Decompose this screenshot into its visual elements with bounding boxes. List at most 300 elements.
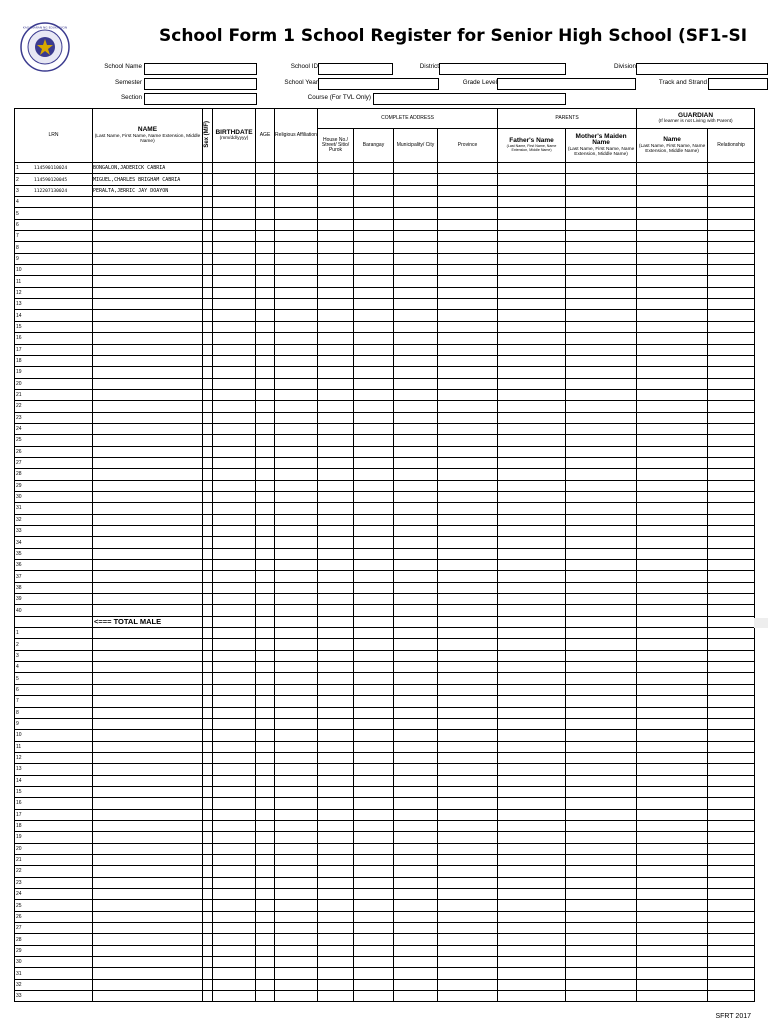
data-cell[interactable] (203, 560, 213, 571)
data-cell[interactable] (213, 889, 256, 900)
data-cell[interactable] (213, 265, 256, 276)
track-strand-field[interactable] (708, 78, 768, 90)
data-cell[interactable] (213, 786, 256, 797)
data-cell[interactable] (318, 820, 354, 831)
data-cell[interactable] (394, 197, 438, 208)
data-cell[interactable] (275, 662, 318, 673)
data-cell[interactable] (566, 197, 637, 208)
data-cell[interactable] (394, 389, 438, 400)
data-cell[interactable] (708, 253, 755, 264)
data-cell[interactable] (275, 378, 318, 389)
data-cell[interactable] (275, 491, 318, 502)
data-cell[interactable] (438, 446, 498, 457)
data-cell[interactable] (275, 333, 318, 344)
data-cell[interactable] (566, 718, 637, 729)
data-cell[interactable] (708, 923, 755, 934)
data-cell[interactable] (213, 662, 256, 673)
data-cell[interactable] (275, 877, 318, 888)
data-cell[interactable] (354, 820, 394, 831)
data-cell[interactable] (275, 900, 318, 911)
data-cell[interactable] (203, 889, 213, 900)
data-cell[interactable] (213, 378, 256, 389)
data-cell[interactable] (318, 968, 354, 979)
data-cell[interactable] (213, 537, 256, 548)
data-cell[interactable] (637, 934, 708, 945)
district-field[interactable] (439, 63, 566, 75)
lrn-cell[interactable] (15, 537, 93, 548)
data-cell[interactable] (498, 355, 566, 366)
data-cell[interactable] (637, 854, 708, 865)
data-cell[interactable] (213, 310, 256, 321)
data-cell[interactable] (203, 571, 213, 582)
data-cell[interactable] (256, 843, 275, 854)
data-cell[interactable] (637, 185, 708, 196)
data-cell[interactable] (566, 355, 637, 366)
data-cell[interactable] (637, 741, 708, 752)
data-cell[interactable] (275, 820, 318, 831)
data-cell[interactable] (708, 423, 755, 434)
lrn-cell[interactable] (15, 911, 93, 922)
data-cell[interactable] (438, 412, 498, 423)
name-cell[interactable]: BONGALON,JADERICK CABRIA (93, 163, 203, 174)
data-cell[interactable] (318, 287, 354, 298)
data-cell[interactable] (318, 276, 354, 287)
data-cell[interactable] (275, 945, 318, 956)
data-cell[interactable] (637, 457, 708, 468)
data-cell[interactable] (318, 696, 354, 707)
lrn-cell[interactable] (15, 435, 93, 446)
data-cell[interactable] (213, 594, 256, 605)
data-cell[interactable] (354, 798, 394, 809)
data-cell[interactable] (275, 991, 318, 1002)
data-cell[interactable] (354, 378, 394, 389)
data-cell[interactable] (498, 310, 566, 321)
data-cell[interactable] (213, 979, 256, 990)
data-cell[interactable] (318, 560, 354, 571)
data-cell[interactable] (438, 696, 498, 707)
data-cell[interactable] (637, 503, 708, 514)
data-cell[interactable] (354, 253, 394, 264)
data-cell[interactable] (637, 333, 708, 344)
data-cell[interactable] (318, 764, 354, 775)
data-cell[interactable] (354, 968, 394, 979)
name-cell[interactable] (93, 820, 203, 831)
data-cell[interactable] (708, 514, 755, 525)
data-cell[interactable] (203, 650, 213, 661)
data-cell[interactable] (708, 389, 755, 400)
data-cell[interactable] (394, 571, 438, 582)
data-cell[interactable] (213, 991, 256, 1002)
data-cell[interactable] (438, 265, 498, 276)
data-cell[interactable] (203, 775, 213, 786)
data-cell[interactable] (566, 923, 637, 934)
data-cell[interactable] (203, 423, 213, 434)
data-cell[interactable] (498, 923, 566, 934)
data-cell[interactable] (318, 594, 354, 605)
data-cell[interactable] (637, 367, 708, 378)
data-cell[interactable] (256, 662, 275, 673)
data-cell[interactable] (438, 957, 498, 968)
data-cell[interactable] (708, 752, 755, 763)
data-cell[interactable] (394, 957, 438, 968)
data-cell[interactable] (708, 526, 755, 537)
data-cell[interactable] (354, 197, 394, 208)
data-cell[interactable] (275, 696, 318, 707)
data-cell[interactable] (203, 219, 213, 230)
data-cell[interactable] (708, 696, 755, 707)
data-cell[interactable] (256, 979, 275, 990)
data-cell[interactable] (203, 832, 213, 843)
data-cell[interactable] (394, 673, 438, 684)
data-cell[interactable] (318, 355, 354, 366)
data-cell[interactable] (394, 820, 438, 831)
data-cell[interactable] (318, 707, 354, 718)
data-cell[interactable] (438, 163, 498, 174)
data-cell[interactable] (275, 355, 318, 366)
name-cell[interactable] (93, 355, 203, 366)
data-cell[interactable] (498, 594, 566, 605)
data-cell[interactable] (256, 514, 275, 525)
data-cell[interactable] (203, 253, 213, 264)
data-cell[interactable] (498, 809, 566, 820)
data-cell[interactable] (275, 832, 318, 843)
data-cell[interactable] (318, 718, 354, 729)
data-cell[interactable] (566, 650, 637, 661)
lrn-cell[interactable] (15, 820, 93, 831)
lrn-cell[interactable] (15, 639, 93, 650)
data-cell[interactable] (566, 208, 637, 219)
data-cell[interactable] (566, 503, 637, 514)
data-cell[interactable] (213, 650, 256, 661)
data-cell[interactable] (438, 820, 498, 831)
data-cell[interactable] (708, 979, 755, 990)
data-cell[interactable] (708, 355, 755, 366)
data-cell[interactable] (354, 265, 394, 276)
data-cell[interactable] (566, 979, 637, 990)
data-cell[interactable] (498, 991, 566, 1002)
lrn-cell[interactable] (15, 673, 93, 684)
data-cell[interactable] (637, 548, 708, 559)
lrn-cell[interactable] (15, 389, 93, 400)
division-field[interactable] (636, 63, 768, 75)
name-cell[interactable] (93, 582, 203, 593)
data-cell[interactable] (256, 764, 275, 775)
data-cell[interactable] (318, 197, 354, 208)
course-field[interactable] (373, 93, 566, 105)
data-cell[interactable] (566, 299, 637, 310)
data-cell[interactable] (203, 923, 213, 934)
data-cell[interactable] (318, 491, 354, 502)
data-cell[interactable] (213, 503, 256, 514)
data-cell[interactable] (213, 401, 256, 412)
data-cell[interactable] (203, 548, 213, 559)
data-cell[interactable] (708, 344, 755, 355)
data-cell[interactable] (708, 764, 755, 775)
data-cell[interactable] (566, 389, 637, 400)
data-cell[interactable] (637, 571, 708, 582)
data-cell[interactable] (498, 208, 566, 219)
data-cell[interactable] (498, 401, 566, 412)
data-cell[interactable] (637, 514, 708, 525)
data-cell[interactable] (203, 389, 213, 400)
data-cell[interactable] (708, 820, 755, 831)
data-cell[interactable] (318, 378, 354, 389)
data-cell[interactable] (275, 786, 318, 797)
data-cell[interactable] (256, 423, 275, 434)
data-cell[interactable] (438, 242, 498, 253)
data-cell[interactable] (394, 526, 438, 537)
data-cell[interactable] (566, 945, 637, 956)
data-cell[interactable] (438, 514, 498, 525)
data-cell[interactable] (566, 480, 637, 491)
data-cell[interactable] (318, 514, 354, 525)
name-cell[interactable] (93, 276, 203, 287)
data-cell[interactable] (203, 945, 213, 956)
data-cell[interactable] (637, 287, 708, 298)
data-cell[interactable] (637, 480, 708, 491)
data-cell[interactable] (566, 752, 637, 763)
data-cell[interactable] (708, 219, 755, 230)
data-cell[interactable] (275, 639, 318, 650)
data-cell[interactable] (318, 889, 354, 900)
data-cell[interactable] (708, 174, 755, 185)
name-cell[interactable] (93, 197, 203, 208)
data-cell[interactable] (213, 582, 256, 593)
lrn-cell[interactable] (15, 310, 93, 321)
data-cell[interactable] (637, 628, 708, 639)
data-cell[interactable] (498, 560, 566, 571)
data-cell[interactable] (203, 457, 213, 468)
data-cell[interactable] (213, 957, 256, 968)
name-cell[interactable] (93, 696, 203, 707)
data-cell[interactable] (637, 707, 708, 718)
name-cell[interactable] (93, 628, 203, 639)
name-cell[interactable] (93, 446, 203, 457)
data-cell[interactable] (438, 854, 498, 865)
data-cell[interactable] (318, 934, 354, 945)
data-cell[interactable] (256, 389, 275, 400)
data-cell[interactable] (438, 355, 498, 366)
data-cell[interactable] (318, 526, 354, 537)
data-cell[interactable] (498, 174, 566, 185)
data-cell[interactable] (318, 650, 354, 661)
data-cell[interactable] (566, 526, 637, 537)
data-cell[interactable] (256, 650, 275, 661)
data-cell[interactable] (203, 594, 213, 605)
data-cell[interactable] (275, 605, 318, 616)
data-cell[interactable] (438, 367, 498, 378)
data-cell[interactable] (354, 889, 394, 900)
data-cell[interactable] (318, 389, 354, 400)
data-cell[interactable] (256, 605, 275, 616)
data-cell[interactable] (318, 435, 354, 446)
data-cell[interactable] (708, 548, 755, 559)
data-cell[interactable] (637, 435, 708, 446)
data-cell[interactable] (256, 253, 275, 264)
data-cell[interactable] (708, 299, 755, 310)
lrn-cell[interactable] (15, 276, 93, 287)
lrn-cell[interactable] (15, 696, 93, 707)
data-cell[interactable] (637, 265, 708, 276)
data-cell[interactable] (354, 628, 394, 639)
data-cell[interactable] (275, 276, 318, 287)
data-cell[interactable] (318, 854, 354, 865)
data-cell[interactable] (256, 219, 275, 230)
data-cell[interactable] (708, 730, 755, 741)
data-cell[interactable] (256, 287, 275, 298)
data-cell[interactable] (256, 707, 275, 718)
data-cell[interactable] (275, 185, 318, 196)
data-cell[interactable] (203, 639, 213, 650)
data-cell[interactable] (203, 333, 213, 344)
data-cell[interactable] (637, 900, 708, 911)
data-cell[interactable] (438, 673, 498, 684)
data-cell[interactable] (566, 446, 637, 457)
data-cell[interactable] (256, 991, 275, 1002)
data-cell[interactable] (203, 197, 213, 208)
data-cell[interactable] (394, 174, 438, 185)
lrn-cell[interactable] (15, 707, 93, 718)
data-cell[interactable] (275, 889, 318, 900)
school-name-field[interactable] (144, 63, 257, 75)
data-cell[interactable] (354, 594, 394, 605)
data-cell[interactable] (256, 491, 275, 502)
lrn-cell[interactable] (15, 809, 93, 820)
data-cell[interactable] (438, 276, 498, 287)
data-cell[interactable] (256, 276, 275, 287)
data-cell[interactable] (708, 809, 755, 820)
data-cell[interactable] (566, 367, 637, 378)
data-cell[interactable] (394, 945, 438, 956)
data-cell[interactable] (438, 889, 498, 900)
data-cell[interactable] (498, 253, 566, 264)
data-cell[interactable] (275, 594, 318, 605)
data-cell[interactable] (566, 185, 637, 196)
data-cell[interactable] (354, 310, 394, 321)
data-cell[interactable] (637, 968, 708, 979)
data-cell[interactable] (213, 945, 256, 956)
data-cell[interactable] (438, 423, 498, 434)
data-cell[interactable] (318, 877, 354, 888)
data-cell[interactable] (213, 798, 256, 809)
lrn-cell[interactable] (15, 582, 93, 593)
data-cell[interactable] (394, 480, 438, 491)
lrn-cell[interactable] (15, 423, 93, 434)
data-cell[interactable] (498, 514, 566, 525)
data-cell[interactable] (354, 457, 394, 468)
data-cell[interactable] (318, 321, 354, 332)
data-cell[interactable] (438, 469, 498, 480)
data-cell[interactable] (394, 548, 438, 559)
data-cell[interactable] (637, 344, 708, 355)
data-cell[interactable] (354, 707, 394, 718)
data-cell[interactable] (203, 242, 213, 253)
data-cell[interactable] (498, 412, 566, 423)
data-cell[interactable] (708, 208, 755, 219)
data-cell[interactable] (213, 809, 256, 820)
data-cell[interactable] (498, 775, 566, 786)
lrn-cell[interactable] (15, 662, 93, 673)
data-cell[interactable] (256, 673, 275, 684)
name-cell[interactable] (93, 378, 203, 389)
data-cell[interactable] (566, 321, 637, 332)
data-cell[interactable] (213, 208, 256, 219)
name-cell[interactable] (93, 401, 203, 412)
data-cell[interactable] (318, 752, 354, 763)
data-cell[interactable] (708, 889, 755, 900)
data-cell[interactable] (394, 650, 438, 661)
data-cell[interactable] (637, 401, 708, 412)
data-cell[interactable] (256, 446, 275, 457)
data-cell[interactable] (566, 775, 637, 786)
data-cell[interactable] (438, 185, 498, 196)
name-cell[interactable] (93, 707, 203, 718)
lrn-cell[interactable] (15, 605, 93, 616)
data-cell[interactable] (354, 945, 394, 956)
data-cell[interactable] (438, 752, 498, 763)
data-cell[interactable] (213, 276, 256, 287)
data-cell[interactable] (354, 503, 394, 514)
data-cell[interactable] (637, 276, 708, 287)
data-cell[interactable] (438, 979, 498, 990)
data-cell[interactable] (394, 355, 438, 366)
data-cell[interactable] (203, 321, 213, 332)
data-cell[interactable] (256, 775, 275, 786)
data-cell[interactable] (354, 832, 394, 843)
data-cell[interactable] (256, 435, 275, 446)
data-cell[interactable] (438, 911, 498, 922)
data-cell[interactable] (203, 662, 213, 673)
data-cell[interactable] (498, 548, 566, 559)
data-cell[interactable] (394, 560, 438, 571)
lrn-cell[interactable] (15, 730, 93, 741)
data-cell[interactable] (256, 594, 275, 605)
name-cell[interactable] (93, 537, 203, 548)
data-cell[interactable] (566, 514, 637, 525)
data-cell[interactable] (438, 491, 498, 502)
lrn-cell[interactable] (15, 786, 93, 797)
data-cell[interactable] (354, 605, 394, 616)
lrn-cell[interactable] (15, 832, 93, 843)
data-cell[interactable] (213, 389, 256, 400)
data-cell[interactable] (566, 594, 637, 605)
data-cell[interactable] (438, 832, 498, 843)
data-cell[interactable] (318, 231, 354, 242)
data-cell[interactable] (213, 174, 256, 185)
data-cell[interactable] (566, 423, 637, 434)
data-cell[interactable] (637, 979, 708, 990)
lrn-cell[interactable] (15, 684, 93, 695)
data-cell[interactable] (318, 265, 354, 276)
data-cell[interactable] (438, 287, 498, 298)
data-cell[interactable] (354, 843, 394, 854)
lrn-cell[interactable] (15, 208, 93, 219)
data-cell[interactable] (498, 503, 566, 514)
data-cell[interactable] (498, 185, 566, 196)
data-cell[interactable] (213, 752, 256, 763)
data-cell[interactable] (275, 208, 318, 219)
data-cell[interactable] (566, 911, 637, 922)
data-cell[interactable] (498, 832, 566, 843)
data-cell[interactable] (203, 730, 213, 741)
data-cell[interactable] (318, 639, 354, 650)
data-cell[interactable] (275, 503, 318, 514)
data-cell[interactable] (203, 174, 213, 185)
data-cell[interactable] (438, 968, 498, 979)
data-cell[interactable] (438, 775, 498, 786)
data-cell[interactable] (438, 741, 498, 752)
data-cell[interactable] (213, 673, 256, 684)
